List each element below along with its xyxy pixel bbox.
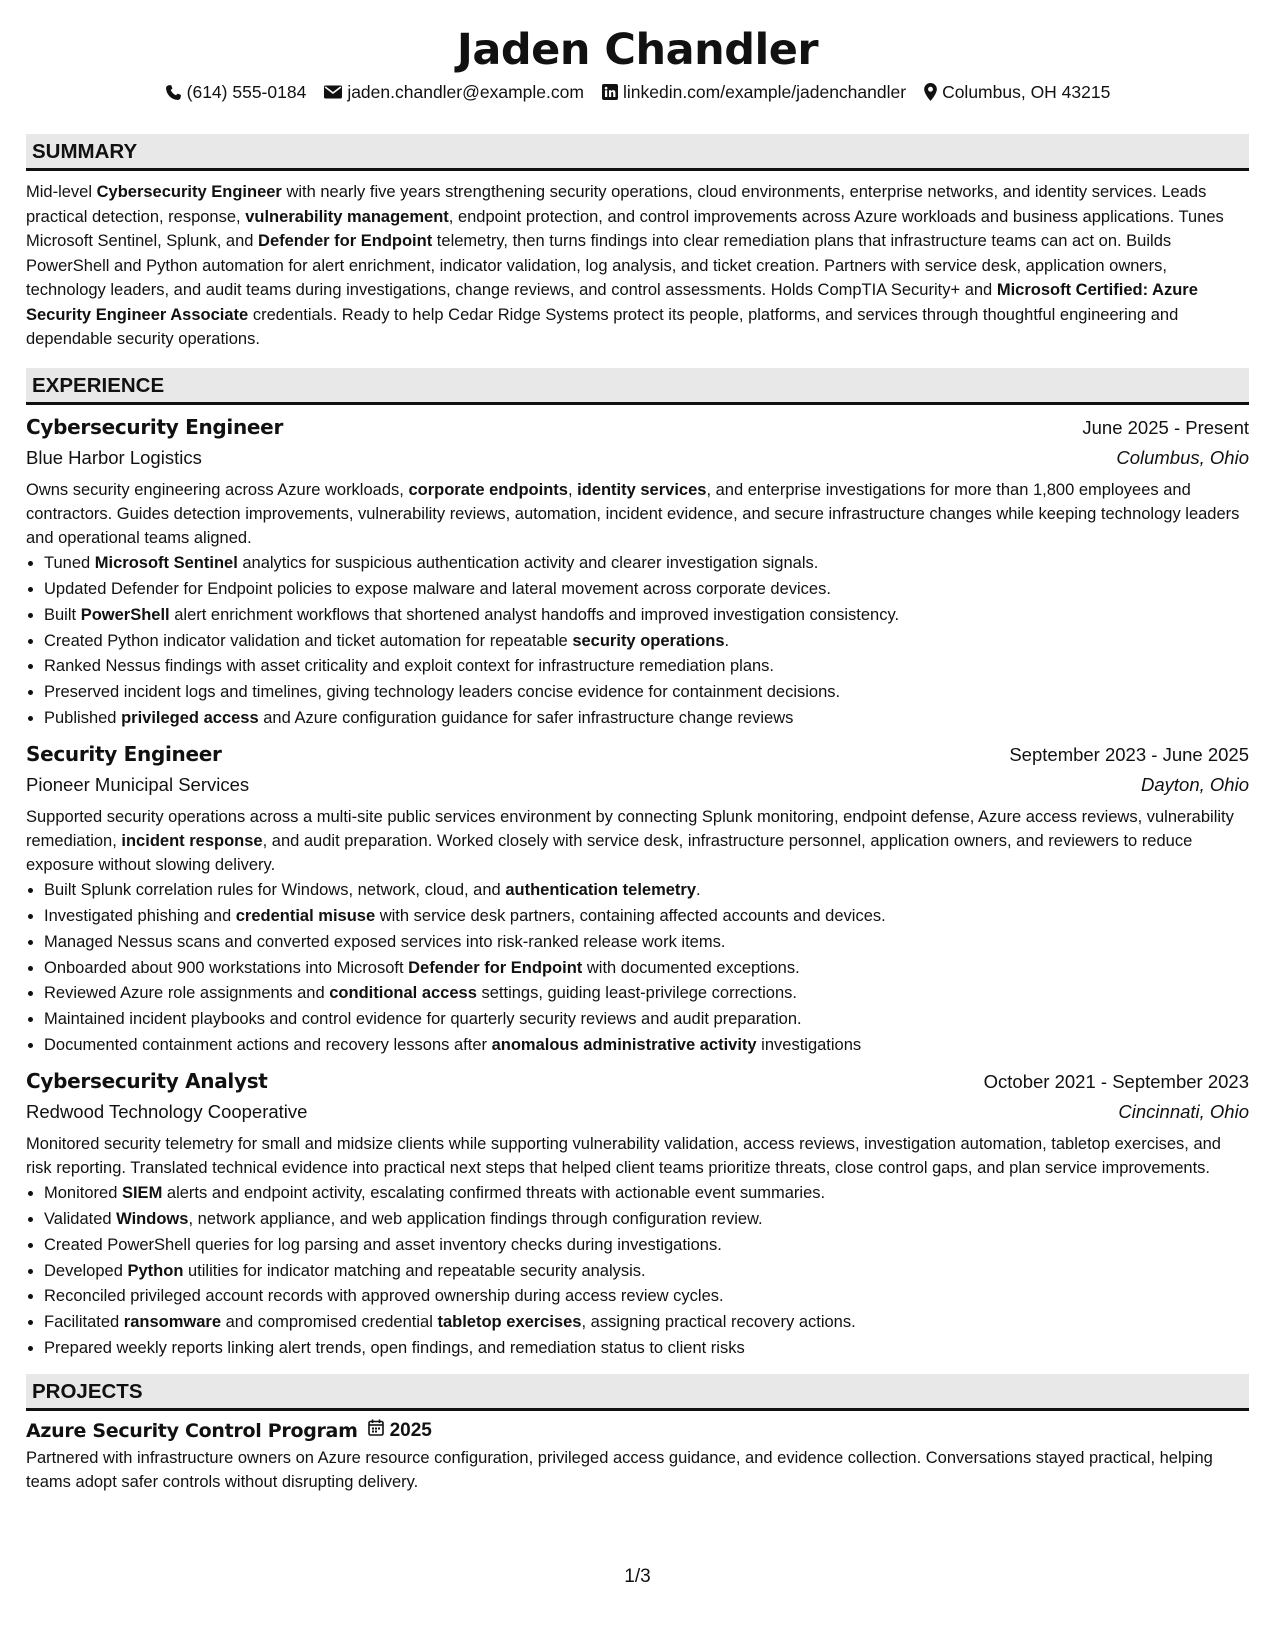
list-item bbox=[44, 577, 1249, 603]
list-item bbox=[44, 1233, 1249, 1259]
text-run: alert enrichment workflows that shortened analyst handoffs and improved investigation consistency. bbox=[169, 605, 900, 624]
bold-keyword: corporate endpoints bbox=[408, 480, 568, 499]
text-run: Monitored bbox=[44, 1184, 122, 1203]
job-bullets bbox=[26, 878, 1249, 1059]
text-run: and compromised credential bbox=[221, 1313, 438, 1332]
text-run: , assigning practical recovery actions. bbox=[581, 1313, 856, 1332]
list-item bbox=[44, 1181, 1249, 1207]
list-item bbox=[44, 1259, 1249, 1285]
text-run: Reconciled privileged account records with approved ownership during access review cycles. bbox=[44, 1287, 724, 1306]
list-item bbox=[44, 603, 1249, 629]
project-year bbox=[368, 1417, 432, 1445]
job-title: Security Engineer bbox=[26, 741, 222, 766]
text-run: . bbox=[696, 881, 701, 900]
text-run: Ranked Nessus findings with asset criticality and exploit context for infrastructure remediation plans. bbox=[44, 657, 775, 676]
experience-list bbox=[26, 412, 1249, 1362]
bold-keyword: Cybersecurity Engineer bbox=[96, 183, 282, 201]
text-run: Owns security engineering across Azure workloads, bbox=[26, 480, 409, 499]
bold-keyword: PowerShell bbox=[80, 605, 170, 624]
text-run: Facilitated bbox=[44, 1313, 124, 1332]
list-item bbox=[44, 1310, 1249, 1336]
bold-keyword: anomalous administrative activity bbox=[491, 1036, 757, 1055]
bold-keyword: credential misuse bbox=[235, 907, 376, 926]
job-description bbox=[26, 478, 1249, 551]
page-number: 1/3 bbox=[624, 1566, 651, 1587]
list-item bbox=[44, 1207, 1249, 1233]
bold-keyword: Defender for Endpoint bbox=[408, 958, 583, 977]
bold-keyword: privileged access bbox=[121, 708, 259, 727]
phone-text: (614) 555-0184 bbox=[186, 82, 307, 102]
linkedin-text: linkedin.com/example/jadenchandler bbox=[622, 82, 907, 102]
text-run: Managed Nessus scans and converted exposed services into risk-ranked release work items. bbox=[44, 932, 726, 951]
text-run: Documented containment actions and recovery lessons after bbox=[44, 1036, 492, 1055]
calendar-icon bbox=[368, 1417, 384, 1445]
text-run: telemetry, then turns findings into clear remediation plans that infrastructure teams can act on. Builds PowerShell and Python automation for alert enrichment, indicator validation, log analysis, and ticket creation. Partners with service desk, application owners, technology leaders, and audit teams during investigations, change reviews, and control assessments. Holds CompTIA Security+ and bbox=[26, 232, 1172, 299]
text-run: , network appliance, and web application findings through configuration review. bbox=[188, 1210, 763, 1229]
job-subheader bbox=[26, 770, 1249, 800]
list-item bbox=[44, 1007, 1249, 1033]
job-dates: October 2021 - September 2023 bbox=[983, 1070, 1249, 1092]
text-run: Built bbox=[44, 605, 81, 624]
bold-keyword: tabletop exercises bbox=[437, 1313, 582, 1332]
text-run: , endpoint protection, and control improvements across Azure workloads and business applications. Tunes Microsoft Sentinel, Splunk, and bbox=[26, 207, 1224, 250]
text-run: Tuned bbox=[44, 554, 95, 573]
summary-text bbox=[26, 180, 1249, 352]
project-description: Partnered with infrastructure owners on Azure resource configuration, privileged access guidance, and evidence collection. Conversations stayed practical, helping teams adopt safer controls without disrupting delivery. bbox=[26, 1448, 1213, 1492]
list-item bbox=[44, 1336, 1249, 1362]
text-run: Supported security operations across a multi-site public services environment by connecting Splunk monitoring, endpoint defense, Azure access reviews, vulnerability remediation, bbox=[26, 807, 1234, 850]
bold-keyword: incident response bbox=[121, 831, 263, 850]
text-run: utilities for indicator matching and repeatable security analysis. bbox=[183, 1261, 646, 1280]
text-run: settings, guiding least-privilege corrections. bbox=[476, 984, 797, 1003]
text-run: Onboarded about 900 workstations into Microsoft bbox=[44, 958, 409, 977]
text-run: credentials. Ready to help Cedar Ridge Systems protect its people, platforms, and services through thoughtful engineering and dependable security operations. bbox=[26, 305, 1179, 348]
job-bullets bbox=[26, 551, 1249, 732]
job-title: Cybersecurity Engineer bbox=[26, 414, 284, 439]
list-item bbox=[44, 1033, 1249, 1059]
bold-keyword: security operations bbox=[572, 631, 725, 650]
bold-keyword: vulnerability management bbox=[245, 207, 449, 226]
list-item bbox=[44, 1284, 1249, 1310]
contact-linkedin[interactable] bbox=[602, 80, 906, 104]
list-item bbox=[44, 904, 1249, 930]
email-text: jaden.chandler@example.com bbox=[347, 82, 584, 102]
job-subheader bbox=[26, 1097, 1249, 1127]
company-name: Redwood Technology Cooperative bbox=[26, 1100, 308, 1122]
projects-list bbox=[26, 1417, 1249, 1494]
phone-icon bbox=[165, 84, 182, 101]
job-dates: September 2023 - June 2025 bbox=[1009, 743, 1249, 765]
project-header bbox=[26, 1417, 1249, 1445]
text-run: analytics for suspicious authentication activity and clearer investigation signals. bbox=[237, 554, 819, 573]
text-run: Investigated phishing and bbox=[44, 907, 236, 926]
bold-keyword: SIEM bbox=[121, 1184, 163, 1203]
job-location: Columbus, Ohio bbox=[1116, 446, 1249, 468]
job-header bbox=[26, 1066, 1249, 1097]
bold-keyword: Python bbox=[127, 1261, 184, 1280]
bold-keyword: authentication telemetry bbox=[505, 881, 697, 900]
text-run: Developed bbox=[44, 1261, 128, 1280]
linkedin-icon bbox=[602, 84, 618, 100]
text-run: , and audit preparation. Worked closely with service desk, infrastructure personnel, application owners, and reviewers to reduce exposure without slowing delivery. bbox=[26, 831, 1193, 875]
resume-page bbox=[26, 0, 1249, 1494]
bold-keyword: Windows bbox=[116, 1210, 189, 1229]
text-run: Monitored security telemetry for small and midsize clients while supporting vulnerability validation, access reviews, investigation automation, tabletop exercises, and risk reporting. Translated technical evidence into practical next steps that helped client teams prioritize threats, close control gaps, and plan service improvements. bbox=[26, 1134, 1221, 1178]
job-entry bbox=[26, 1066, 1249, 1362]
section-header-projects: PROJECTS bbox=[26, 1374, 1249, 1411]
list-item bbox=[44, 878, 1249, 904]
job-description bbox=[26, 805, 1249, 878]
text-run: Updated Defender for Endpoint policies to expose malware and lateral movement across corporate devices. bbox=[44, 579, 831, 598]
job-title: Cybersecurity Analyst bbox=[26, 1068, 268, 1093]
section-header-summary: SUMMARY bbox=[26, 134, 1249, 171]
text-run: with documented exceptions. bbox=[582, 958, 800, 977]
candidate-name: Jaden Chandler bbox=[456, 25, 819, 75]
job-entry bbox=[26, 412, 1249, 732]
list-item bbox=[44, 706, 1249, 732]
text-run: with nearly five years strengthening security operations, cloud environments, enterprise networks, and identity services. Leads practical detection, response, bbox=[26, 183, 1207, 226]
text-run: Reviewed Azure role assignments and bbox=[44, 984, 330, 1003]
text-run: Published bbox=[44, 708, 122, 727]
job-description bbox=[26, 1132, 1249, 1180]
text-run: and Azure configuration guidance for safer infrastructure change reviews bbox=[258, 708, 794, 727]
text-run: . bbox=[724, 631, 730, 650]
list-item bbox=[44, 981, 1249, 1007]
job-location: Dayton, Ohio bbox=[1141, 773, 1249, 795]
bold-keyword: Defender for Endpoint bbox=[258, 232, 433, 250]
job-header bbox=[26, 412, 1249, 443]
contact-bar bbox=[26, 80, 1249, 104]
company-name: Pioneer Municipal Services bbox=[26, 773, 250, 795]
contact-phone[interactable] bbox=[165, 80, 307, 104]
list-item bbox=[44, 654, 1249, 680]
bold-keyword: identity services bbox=[577, 480, 707, 499]
project-year-text: 2025 bbox=[389, 1419, 432, 1441]
text-run: Created PowerShell queries for log parsing and asset inventory checks during investigations. bbox=[44, 1235, 722, 1254]
text-run: investigations bbox=[756, 1036, 862, 1055]
bold-keyword: conditional access bbox=[329, 984, 477, 1003]
list-item bbox=[44, 956, 1249, 982]
text-run: , bbox=[567, 480, 578, 499]
text-run: alerts and endpoint activity, escalating confirmed threats with actionable event summaries. bbox=[162, 1184, 826, 1203]
contact-email[interactable] bbox=[324, 80, 584, 104]
text-run: Mid-level bbox=[26, 183, 97, 201]
text-run: with service desk partners, containing affected accounts and devices. bbox=[375, 907, 886, 926]
text-run: Prepared weekly reports linking alert trends, open findings, and remediation status to client risks bbox=[44, 1339, 745, 1358]
envelope-icon bbox=[324, 85, 342, 99]
list-item bbox=[44, 680, 1249, 706]
company-name: Blue Harbor Logistics bbox=[26, 446, 202, 468]
section-header-experience: EXPERIENCE bbox=[26, 368, 1249, 405]
bold-keyword: Microsoft Sentinel bbox=[94, 554, 238, 573]
job-header bbox=[26, 739, 1249, 770]
text-run: Validated bbox=[44, 1210, 117, 1229]
bold-keyword: ransomware bbox=[123, 1313, 222, 1332]
list-item bbox=[44, 930, 1249, 956]
map-pin-icon bbox=[924, 83, 937, 101]
bold-keyword: Microsoft Certified: Azure Security Engineer Associate bbox=[26, 281, 1198, 324]
contact-location bbox=[924, 80, 1110, 104]
text-run: , and enterprise investigations for more than 1,800 employees and contractors. Guides detection improvements, vulnerability reviews, automation, incident evidence, and secure infrastructure changes while keeping technology leaders and operational teams aligned. bbox=[26, 480, 1240, 547]
project-entry bbox=[26, 1417, 1249, 1494]
list-item bbox=[44, 629, 1249, 655]
text-run: Preserved incident logs and timelines, giving technology leaders concise evidence for containment decisions. bbox=[44, 683, 841, 702]
text-run: Built Splunk correlation rules for Windows, network, cloud, and bbox=[44, 881, 506, 900]
location-text: Columbus, OH 43215 bbox=[942, 82, 1111, 102]
job-dates: June 2025 - Present bbox=[1082, 416, 1249, 438]
list-item bbox=[44, 551, 1249, 577]
project-title: Azure Security Control Program bbox=[26, 1419, 358, 1442]
job-entry bbox=[26, 739, 1249, 1059]
text-run: Created Python indicator validation and ticket automation for repeatable bbox=[44, 631, 573, 650]
text-run: Maintained incident playbooks and control evidence for quarterly security reviews and audit preparation. bbox=[44, 1010, 802, 1029]
job-subheader bbox=[26, 443, 1249, 473]
job-location: Cincinnati, Ohio bbox=[1118, 1100, 1249, 1122]
job-bullets bbox=[26, 1181, 1249, 1362]
